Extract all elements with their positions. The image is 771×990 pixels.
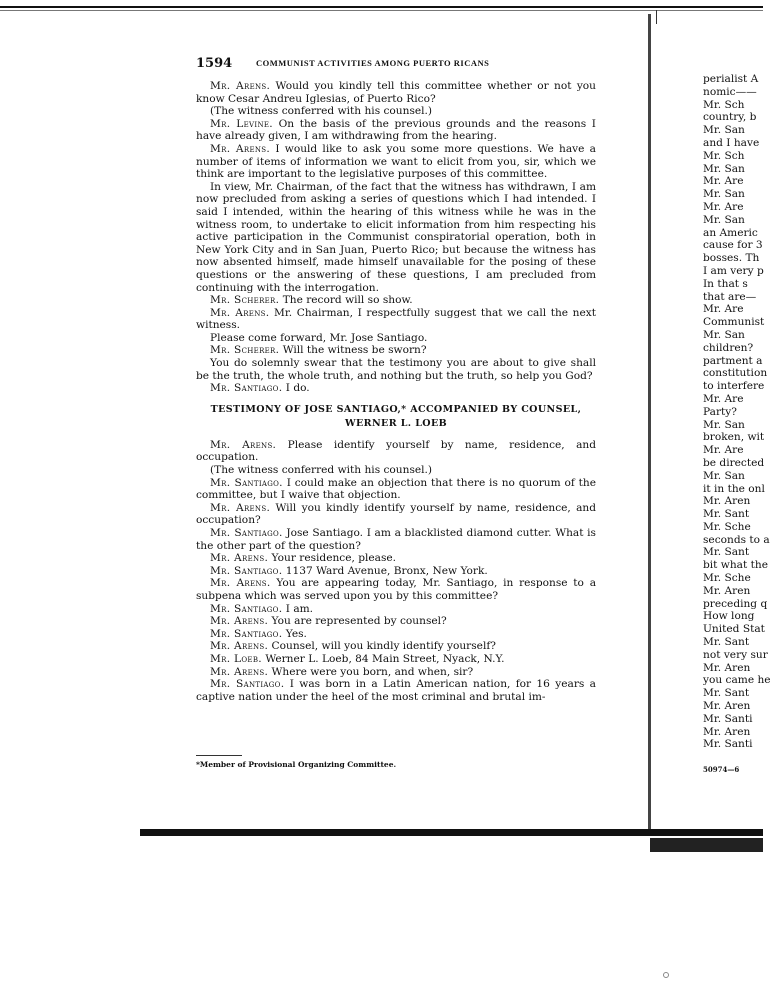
section-title-line-1: TESTIMONY OF JOSE SANTIAGO,* ACCOMPANIED BY COUNSEL, (210, 403, 582, 415)
testimony-paragraph (196, 477, 596, 502)
speaker-name: Mr. Santiago. (210, 476, 283, 489)
right-page-line: and I have (703, 136, 760, 149)
testimony-block-1 (196, 80, 596, 395)
testimony-paragraph (196, 439, 596, 464)
speaker-name: Mr. Santiago. (210, 678, 285, 691)
testimony-paragraph (196, 332, 596, 345)
speaker-name: Mr. Arens. (210, 640, 269, 653)
right-page-line: Mr. Are (703, 175, 744, 188)
paragraph-text: Will the witness be sworn? (282, 344, 427, 357)
right-page-line: Mr. Aren (703, 495, 751, 508)
top-border-rule (0, 6, 763, 8)
testimony-paragraph (196, 678, 596, 703)
paragraph-text: On the basis of the previous grounds and the reasons I have already given, I am withdrawing from the hearing. (196, 117, 596, 143)
right-page-line: Mr. Santi (703, 738, 753, 751)
testimony-paragraph (196, 666, 596, 679)
paragraph-text: You do solemnly swear that the testimony you are about to give shall be the truth, the whole truth, and nothing but the truth, so help you God? (196, 357, 596, 382)
right-page-line: Mr. Santi (703, 712, 753, 725)
testimony-paragraph (196, 565, 596, 578)
testimony-paragraph (196, 80, 596, 105)
right-page-line: Mr. San (703, 124, 745, 137)
top-border-rule-thin (0, 10, 763, 11)
right-page-line: Mr. Are (703, 200, 744, 213)
paragraph-text: Please identify yourself by name, residence, and occupation. (196, 438, 596, 464)
testimony-paragraph (196, 181, 596, 294)
speaker-name: Mr. Scherer. (210, 294, 280, 307)
running-head: COMMUNIST ACTIVITIES AMONG PUERTO RICANS (256, 58, 490, 68)
right-page-line: Mr. Sant (703, 636, 750, 649)
right-page-line: nomic—— (703, 85, 757, 98)
right-page-line: Mr. Sant (703, 546, 750, 559)
right-page-line: Mr. Sche (703, 520, 751, 533)
page-header (196, 56, 596, 72)
right-page-line: it in the onl (703, 482, 765, 495)
testimony-paragraph (196, 464, 596, 477)
speaker-name: Mr. Santiago. (210, 564, 283, 577)
testimony-paragraph (196, 118, 596, 143)
testimony-paragraph (196, 502, 596, 527)
right-page-line: In that s (703, 277, 748, 290)
right-page-line: Mr. Are (703, 303, 744, 316)
paragraph-text: Would you kindly tell this committee whether or not you know Cesar Andreu Iglesias, of Puerto Rico? (196, 80, 597, 105)
right-page-line: Mr. San (703, 469, 745, 482)
speaker-name: Mr. Loeb. (210, 652, 262, 665)
right-page-line: broken, wit (703, 431, 765, 444)
page-gutter (648, 14, 651, 832)
speaker-name: Mr. Arens. (210, 438, 277, 451)
paragraph-text: (The witness conferred with his counsel.) (210, 464, 433, 477)
right-page-line: Mr. San (703, 328, 745, 341)
right-page-line: Mr. Aren (703, 725, 751, 738)
testimony-paragraph (196, 603, 596, 616)
paragraph-text: (The witness conferred with his counsel.) (210, 105, 433, 118)
right-page-line: United Stat (703, 623, 765, 636)
right-page-line: country, b (703, 111, 757, 124)
right-page-line: bit what the (703, 559, 768, 572)
right-page-fragment (703, 73, 771, 777)
testimony-paragraph (196, 577, 596, 602)
speaker-name: Mr. Levine. (210, 117, 273, 130)
paragraph-text: Werner L. Loeb, 84 Main Street, Nyack, N.Y. (265, 652, 505, 665)
right-page-line: Mr. Aren (703, 661, 751, 674)
testimony-paragraph (196, 628, 596, 641)
right-page-line: an Americ (703, 226, 758, 239)
speaker-name: Mr. Arens. (210, 665, 269, 678)
paragraph-text: In view, Mr. Chairman, of the fact that the witness has withdrawn, I am now precluded from asking a series of questions which I had intended. I said I intended, within the hearing of this witness while he was in the witness room, to undertake to elicit information from him respecting his active participation in the Communist conspiratorial operation, both in New York City and in San Juan, Puerto Rico; but because the witness has now absented himself, made himself unavailable for the posing of these questions or the answering of these questions, I am precluded from continuing with the interrogation. (196, 180, 596, 294)
right-page-line: 50974—6 (703, 765, 740, 775)
testimony-paragraph (196, 344, 596, 357)
paragraph-text: Please come forward, Mr. Jose Santiago. (210, 331, 428, 344)
right-page-line: preceding q (703, 597, 768, 610)
paragraph-text: You are represented by counsel? (271, 615, 447, 628)
testimony-paragraph (196, 615, 596, 628)
speaker-name: Mr. Santiago. (210, 527, 283, 539)
gutter-dot (663, 972, 669, 978)
right-page-line: partment a (703, 354, 763, 367)
right-page-line: Mr. Sche (703, 572, 751, 585)
right-page-line: How long (703, 610, 755, 623)
page-number: 1594 (196, 56, 233, 71)
right-page-line: Mr. Sant (703, 508, 750, 521)
right-page-line: Mr. Sch (703, 98, 745, 111)
right-page-line: Mr. Aren (703, 584, 751, 597)
speaker-name: Mr. Arens. (210, 80, 271, 92)
paragraph-text: I would like to ask you some more questions. We have a number of items of information we want to elicit from you, sir, which we think are important to the legislative purposes of this committee. (196, 142, 596, 181)
speaker-name: Mr. Santiago. (210, 382, 283, 395)
footnote-rule (196, 755, 242, 756)
testimony-paragraph (196, 294, 596, 307)
paragraph-text: I do. (285, 382, 310, 395)
right-page-line: Mr. San (703, 418, 745, 431)
right-page-line: Party? (703, 405, 737, 418)
paragraph-text: I was born in a Latin American nation, for 16 years a captive nation under the heel of the most criminal and brutal im- (196, 678, 596, 703)
right-page-line: Mr. Aren (703, 700, 751, 713)
right-page-line: Mr. San (703, 188, 745, 201)
right-page-line: Mr. Sant (703, 687, 750, 700)
testimony-paragraph (196, 653, 596, 666)
testimony-block-2 (196, 439, 596, 703)
paragraph-text: Yes. (285, 627, 307, 640)
right-page-line (703, 751, 763, 764)
right-page-line: Mr. San (703, 162, 745, 175)
page-body (196, 80, 596, 703)
speaker-name: Mr. Scherer. (210, 344, 280, 357)
speaker-name: Mr. Santiago. (210, 602, 283, 615)
paragraph-text: You are appearing today, Mr. Santiago, in response to a subpena which was served upon you by this committee? (196, 577, 597, 602)
paragraph-text: 1137 Ward Avenue, Bronx, New York. (285, 564, 488, 577)
testimony-paragraph (196, 527, 596, 552)
right-page-line: be directed (703, 456, 765, 469)
bottom-shadow-band (140, 829, 763, 836)
right-page-line: I am very p (703, 264, 764, 277)
bottom-shadow-band-right (650, 838, 763, 852)
right-page-line: you came he (703, 674, 771, 687)
right-page-line: constitution (703, 367, 768, 380)
paragraph-text: Where were you born, and when, sir? (271, 665, 474, 678)
right-page-line: bosses. Th (703, 252, 760, 265)
right-page-line: seconds to a (703, 533, 770, 546)
section-title-line-2: WERNER L. LOEB (344, 417, 448, 429)
right-page-line: Mr. Sch (703, 149, 745, 162)
right-page-line: cause for 3 (703, 239, 763, 252)
paragraph-text: Your residence, please. (271, 552, 397, 565)
speaker-name: Mr. Arens. (210, 577, 271, 590)
testimony-paragraph (196, 307, 596, 332)
right-page-line: Communist (703, 316, 765, 329)
paragraph-text: Jose Santiago. I am a blacklisted diamond cutter. What is the other part of the question? (196, 527, 596, 552)
right-page-line: Mr. San (703, 213, 745, 226)
right-page-line: Mr. Are (703, 392, 744, 405)
right-page-line: to interfere (703, 380, 765, 393)
speaker-name: Mr. Arens. (210, 306, 270, 319)
paragraph-text: I could make an objection that there is no quorum of the committee, but I waive that objection. (196, 476, 596, 502)
right-page-line: not very sur (703, 648, 768, 661)
speaker-name: Mr. Santiago. (210, 627, 283, 640)
testimony-paragraph (196, 357, 596, 382)
right-page-line: Mr. Are (703, 444, 744, 457)
paragraph-text: Mr. Chairman, I respectfully suggest that we call the next witness. (196, 306, 596, 332)
speaker-name: Mr. Arens. (210, 501, 271, 514)
right-page-line: that are— (703, 290, 757, 303)
testimony-paragraph (196, 640, 596, 653)
testimony-paragraph (196, 552, 596, 565)
speaker-name: Mr. Arens. (210, 142, 271, 155)
paragraph-text: I am. (285, 602, 314, 615)
testimony-paragraph (196, 382, 596, 395)
footnote: *Member of Provisional Organizing Committee. (196, 760, 397, 769)
gutter-tick (656, 10, 657, 24)
right-page-line: children? (703, 341, 754, 354)
right-page-line: perialist A (703, 73, 759, 85)
speaker-name: Mr. Arens. (210, 615, 269, 628)
paragraph-text: The record will so show. (282, 294, 413, 307)
paragraph-text: Counsel, will you kindly identify yourself? (271, 640, 496, 653)
paragraph-text: Will you kindly identify yourself by name, residence, and occupation? (196, 501, 597, 527)
testimony-paragraph (196, 143, 596, 181)
speaker-name: Mr. Arens. (210, 552, 269, 565)
testimony-paragraph (196, 105, 596, 118)
